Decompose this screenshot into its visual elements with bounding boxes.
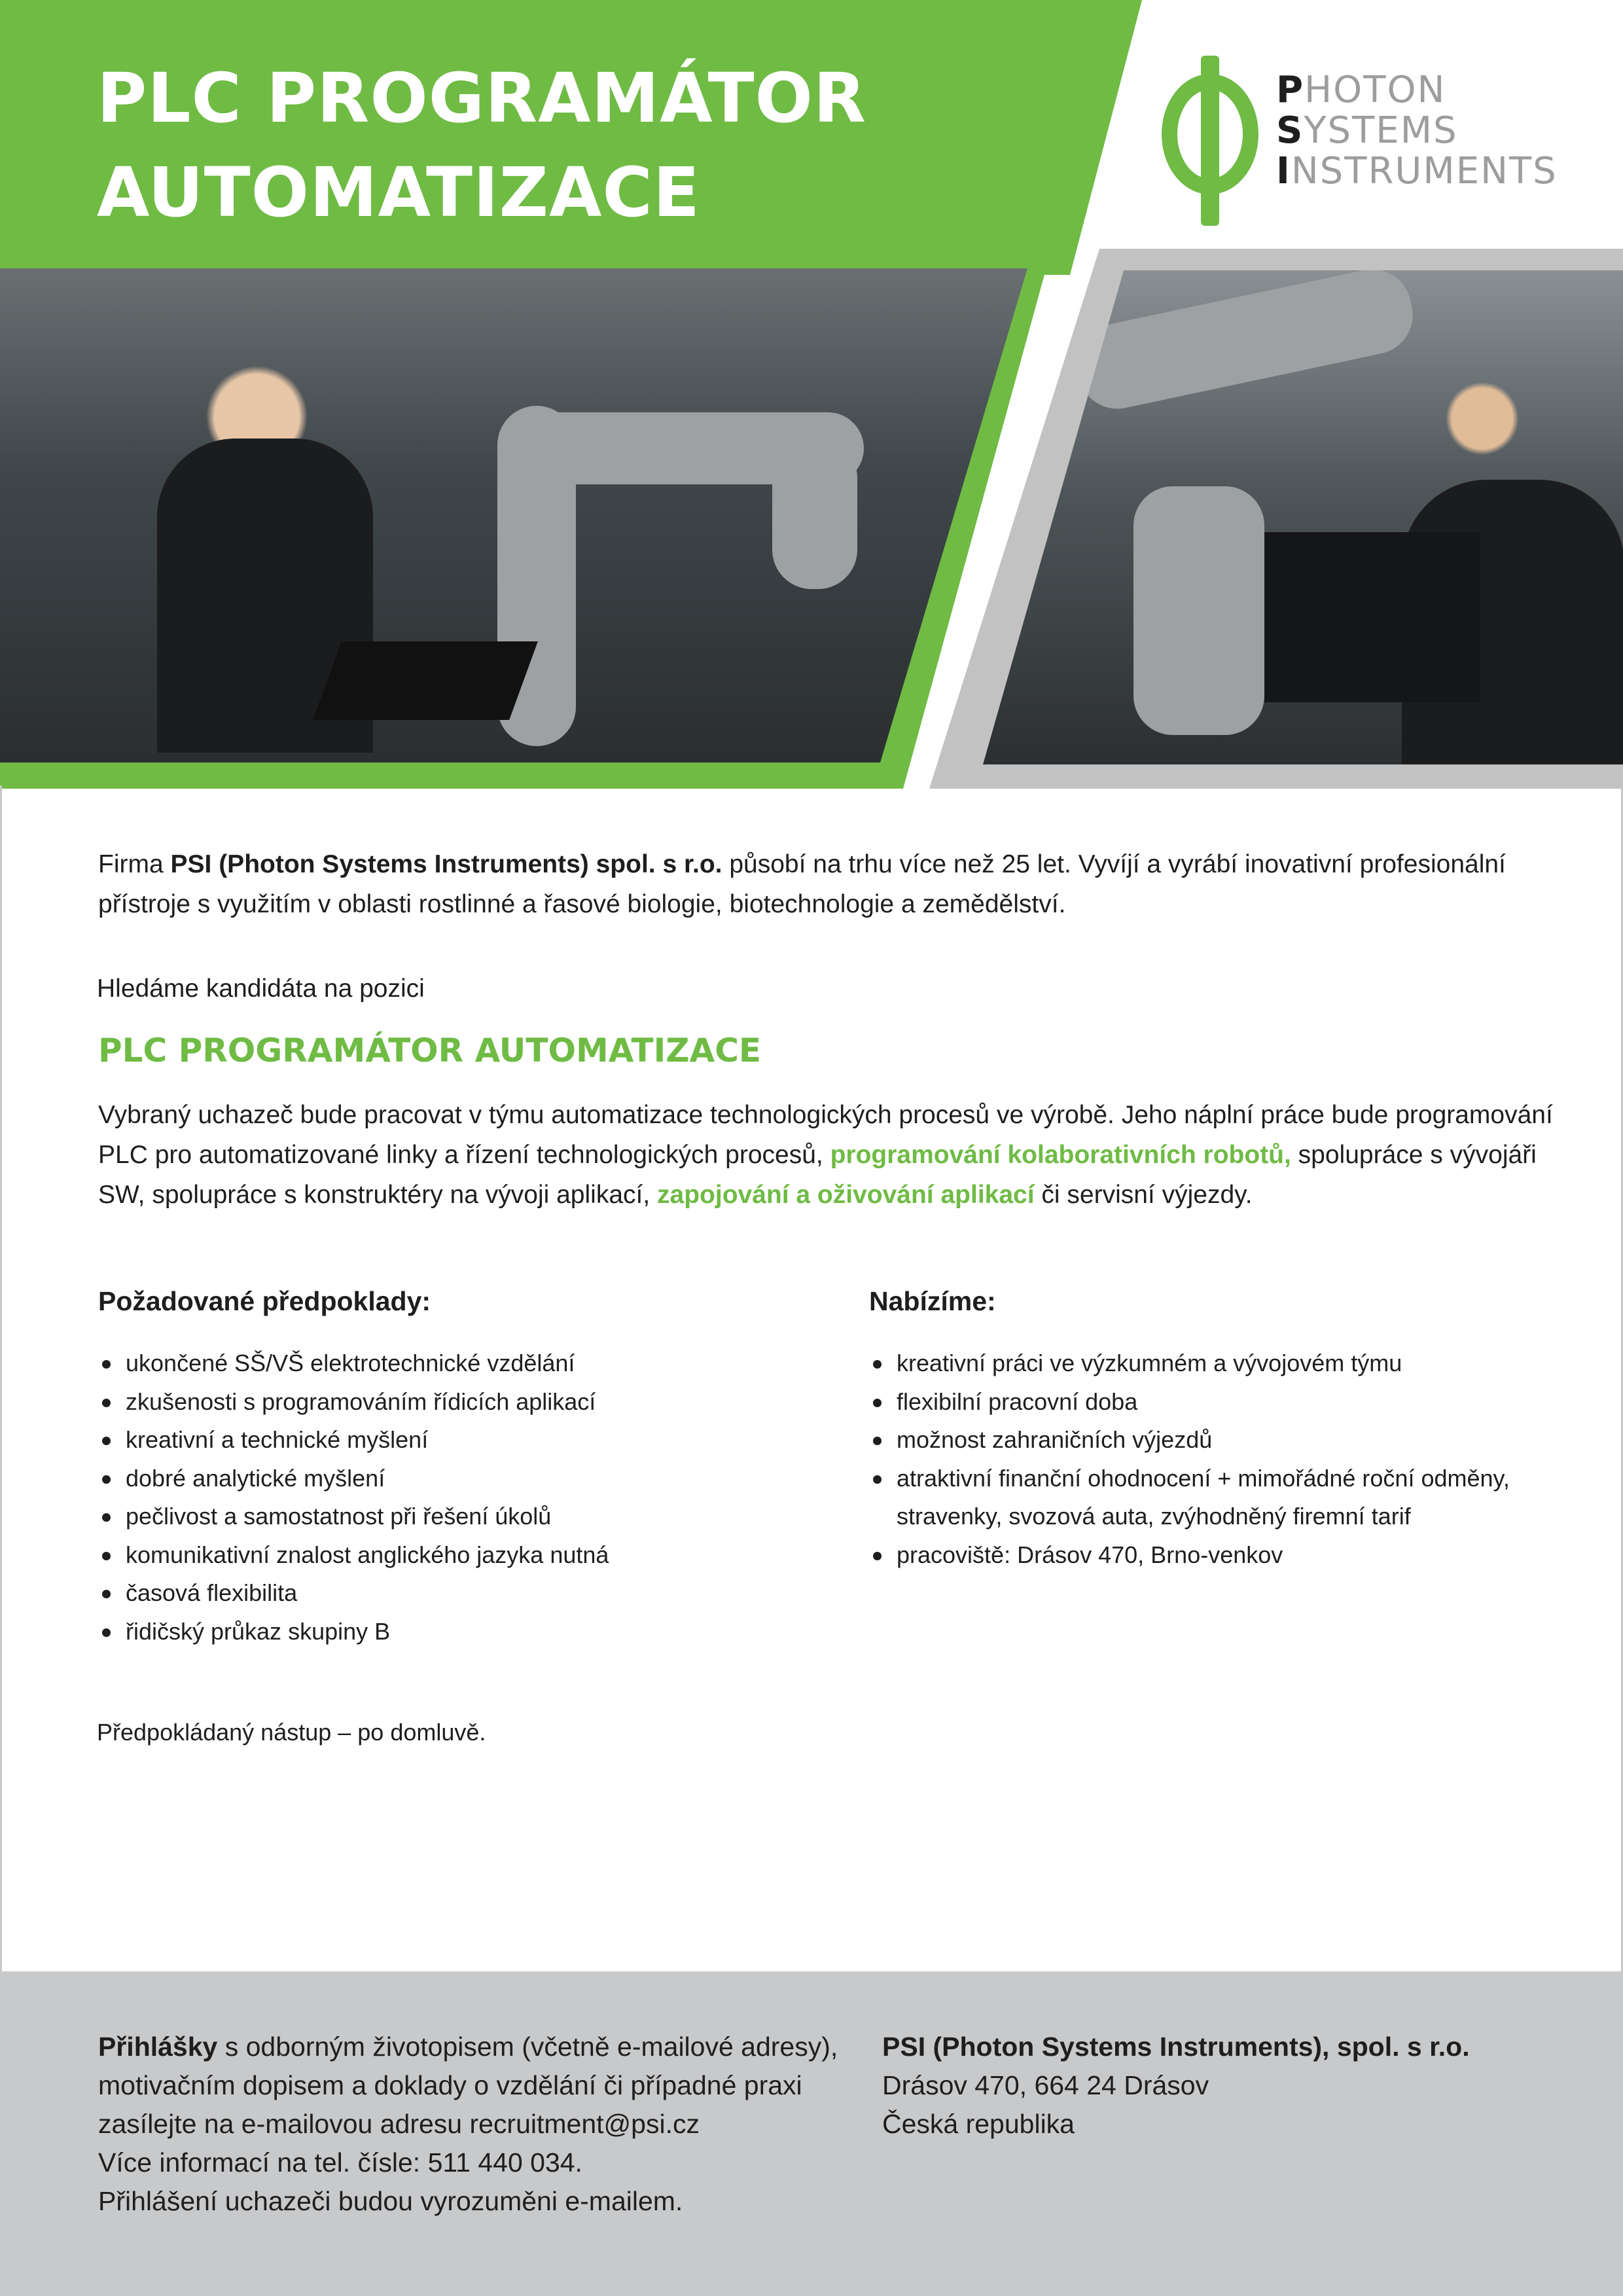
company-address — [882, 2028, 1589, 2144]
title-line-1: PLC PROGRAMÁTOR — [97, 58, 867, 138]
list-item: zkušenosti s programováním řídicích aplikací — [98, 1383, 831, 1422]
applications-text: Přihlášky s odborným životopisem (včetně e-mailové adresy), motivačním dopisem a doklady o vzdělání či případné praxi zasílejte na e-mailovou adresu recruitment@psi.cz — [98, 2032, 838, 2139]
highlight-applications: zapojování a oživování aplikací — [657, 1181, 1035, 1209]
seeking-text: Hledáme kandidáta na pozici — [97, 975, 425, 1003]
offer-section — [869, 1282, 1576, 1574]
list-item: ukončené SŠ/VŠ elektrotechnické vzdělání — [98, 1344, 831, 1383]
logo-line-systems: SYSTEMS — [1276, 109, 1458, 152]
list-item: pečlivost a samostatnost při řešení úkolů — [98, 1498, 831, 1536]
list-item: kreativní práci ve výzkumném a vývojovém týmu — [869, 1344, 1576, 1383]
company-name: PSI (Photon Systems Instruments) spol. s r.o. — [170, 850, 722, 878]
requirements-heading: Požadované předpoklady: — [98, 1286, 431, 1316]
list-item: časová flexibilita — [98, 1574, 831, 1613]
list-item: kreativní a technické myšlení — [98, 1421, 831, 1460]
list-item: atraktivní finanční ohodnocení + mimořádné roční odměny, stravenky, svozová auta, zvýhodněný firemní tarif — [869, 1460, 1576, 1536]
requirements-list — [98, 1344, 831, 1651]
notice-text: Přihlášení uchazeči budou vyrozuměni e-mailem. — [98, 2186, 683, 2216]
company-intro: Firma PSI (Photon Systems Instruments) spol. s r.o. působí na trhu více než 25 let. Vyvíjí a vyrábí inovativní profesionální přístroje s využitím v oblasti rostlinné a řasové biologie, biotechnologie a zemědělství. — [98, 850, 1506, 918]
footer-country: Česká republika — [882, 2109, 1075, 2139]
phi-logo-icon — [1162, 56, 1260, 226]
list-item: řidičský průkaz skupiny B — [98, 1613, 831, 1651]
requirements-section — [98, 1282, 831, 1651]
body-border-left — [0, 785, 2, 1971]
offer-heading: Nabízíme: — [869, 1286, 996, 1316]
list-item: možnost zahraničních výjezdů — [869, 1421, 1576, 1460]
footer-company-name: PSI (Photon Systems Instruments), spol. s r.o. — [882, 2032, 1470, 2062]
title-line-2: AUTOMATIZACE — [97, 152, 700, 232]
job-description: Vybraný uchazeč bude pracovat v týmu automatizace technologických procesů ve výrobě. Jeho náplní práce bude programování PLC pro automatizované linky a řízení technologických procesů, programování kolaborativních robotů, spolupráce s vývojáři SW, spolupráce s konstruktéry na vývoji aplikací, zapojování a oživování aplikací či servisní výjezdy. — [98, 1101, 1553, 1209]
photo-programmer-omron-robot — [0, 268, 1027, 762]
phone-info: Více informací na tel. čísle: 511 440 034. — [98, 2147, 582, 2178]
psi-logo — [1162, 56, 1561, 226]
highlight-cobots: programování kolaborativních robotů, — [830, 1141, 1291, 1169]
offer-list — [869, 1344, 1576, 1574]
list-item: pracoviště: Drásov 470, Brno-venkov — [869, 1536, 1576, 1575]
footer-address: Drásov 470, 664 24 Drásov — [882, 2070, 1209, 2100]
page-title — [97, 51, 948, 240]
position-title: PLC PROGRAMÁTOR AUTOMATIZACE — [98, 1031, 762, 1069]
list-item: flexibilní pracovní doba — [869, 1383, 1576, 1422]
logo-line-instruments: INSTRUMENTS — [1276, 150, 1558, 192]
footer — [0, 1971, 1623, 2296]
list-item: komunikativní znalost anglického jazyka nutná — [98, 1536, 831, 1575]
logo-line-photon: PHOTON — [1276, 69, 1446, 111]
start-date: Předpokládaný nástup – po domluvě. — [97, 1719, 486, 1746]
list-item: dobré analytické myšlení — [98, 1460, 831, 1498]
applications-info — [98, 2028, 870, 2221]
